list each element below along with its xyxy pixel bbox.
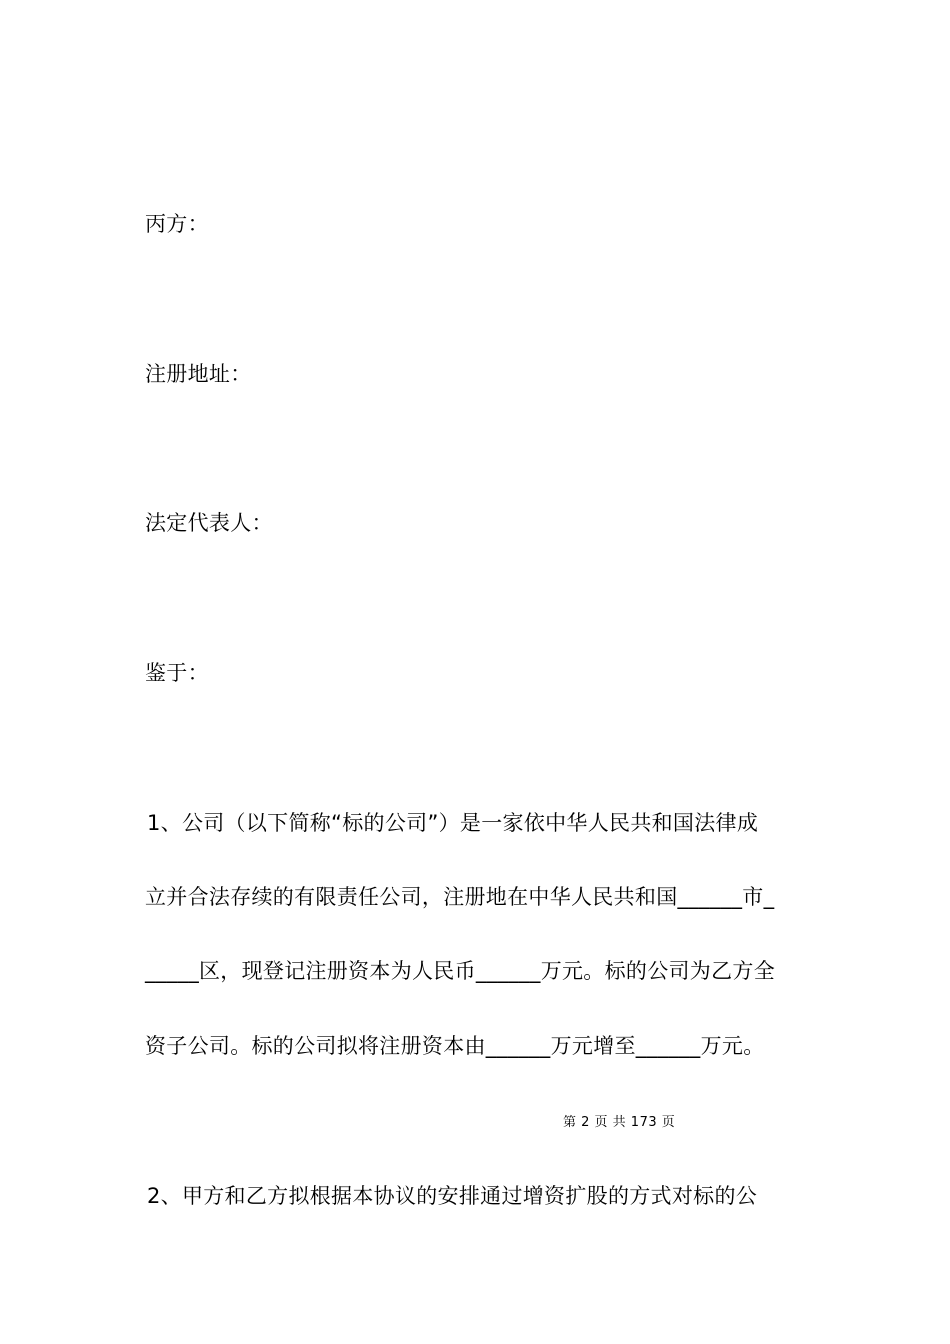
clause-1-line-3: _____区，现登记注册资本为人民币______万元。标的公司为乙方全: [145, 959, 775, 983]
clause-1-line-1: 1、公司（以下简称“标的公司”）是一家依中华人民共和国法律成: [147, 811, 759, 835]
clause-1-line-2: 立并合法存续的有限责任公司，注册地在中华人民共和国______市_: [145, 885, 775, 909]
whereas-heading: 鉴于：: [145, 661, 209, 685]
clause-1-line-4: 资子公司。标的公司拟将注册资本由______万元增至______万元。: [145, 1034, 765, 1058]
page-number-footer: 第 2 页 共 173 页: [563, 1115, 676, 1130]
clause-2-line-1: 2、甲方和乙方拟根据本协议的安排通过增资扩股的方式对标的公: [147, 1184, 758, 1208]
registered-address-label: 注册地址：: [145, 362, 252, 386]
third-party-label: 丙方：: [145, 212, 209, 236]
legal-representative-label: 法定代表人：: [145, 511, 273, 535]
